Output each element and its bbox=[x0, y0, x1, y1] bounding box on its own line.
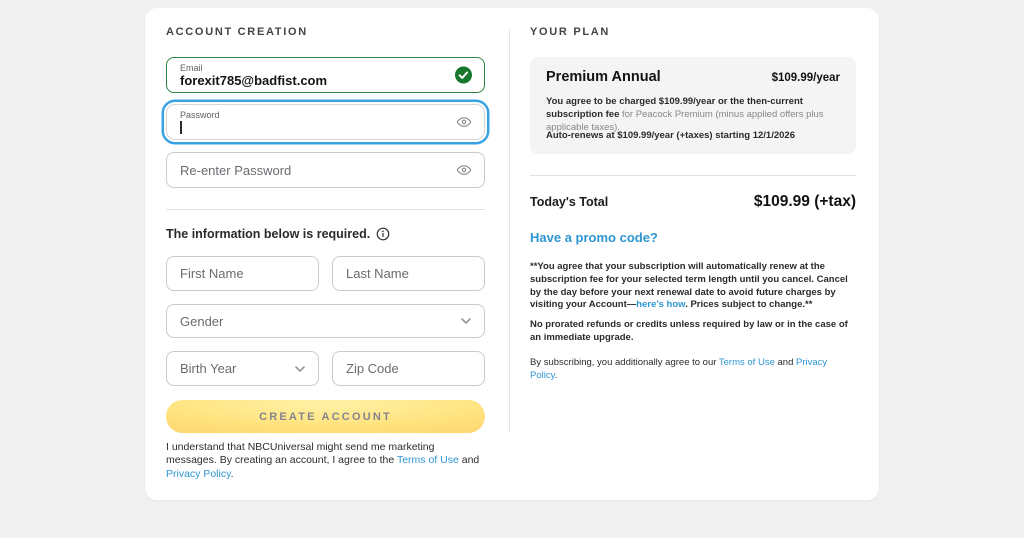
marketing-disclaimer: I understand that NBCUniversal might send me marketing messages. By creating an account, I agree to the Terms of Use and Privacy Policy. bbox=[166, 441, 480, 480]
first-name-field[interactable] bbox=[166, 256, 319, 291]
refund-policy-note: No prorated refunds or credits unless required by law or in the case of an immediate upgrade. bbox=[530, 319, 848, 343]
column-divider bbox=[509, 30, 510, 432]
email-input[interactable] bbox=[180, 73, 440, 88]
signup-card bbox=[145, 8, 879, 500]
terms-of-use-link[interactable]: Terms of Use bbox=[396, 454, 459, 467]
plan-renewal-note: Auto-renews at $109.99/year (+taxes) starting 12/1/2026 bbox=[546, 130, 795, 141]
auto-renew-terms: **You agree that your subscription will automatically renew at the subscription fee for your selected term length until you cancel. Cancel by the day before your next renewal date to avoid future charges by visiting your Account—here's how. Prices subject to change.** bbox=[530, 261, 848, 311]
email-label: Email bbox=[180, 63, 203, 73]
plan-price: $109.99/year bbox=[771, 72, 840, 84]
password-visibility-toggle-icon[interactable] bbox=[456, 116, 472, 128]
subscribe-agreement: By subscribing, you additionally agree to our Terms of Use and Privacy Policy. bbox=[530, 357, 828, 381]
plan-charge-note: You agree to be charged $109.99/year or the then-current subscription fee for Peacock Premium (minus applied offers plus applicable taxes). bbox=[546, 96, 824, 133]
birth-year-select[interactable] bbox=[166, 351, 319, 386]
reenter-visibility-toggle-icon[interactable] bbox=[456, 164, 472, 176]
todays-total-amount: $109.99 (+tax) bbox=[753, 193, 856, 210]
plan-summary-card bbox=[530, 57, 856, 154]
first-name-input[interactable] bbox=[167, 257, 318, 290]
account-creation-heading: ACCOUNT CREATION bbox=[166, 26, 308, 38]
create-account-button[interactable]: CREATE ACCOUNT bbox=[166, 400, 485, 433]
gender-select[interactable] bbox=[166, 304, 485, 338]
heres-how-link[interactable]: here's how bbox=[636, 299, 686, 311]
zip-code-input[interactable] bbox=[333, 352, 484, 385]
info-icon[interactable] bbox=[376, 227, 390, 241]
last-name-input[interactable] bbox=[333, 257, 484, 290]
reenter-password-field[interactable] bbox=[166, 152, 485, 188]
your-plan-heading: YOUR PLAN bbox=[530, 26, 611, 38]
plan-section-divider bbox=[530, 175, 856, 176]
todays-total-row bbox=[530, 193, 856, 211]
birth-year-placeholder: Birth Year bbox=[180, 361, 237, 376]
text-caret bbox=[180, 121, 182, 134]
password-label: Password bbox=[180, 110, 220, 120]
zip-code-field[interactable] bbox=[332, 351, 485, 386]
email-field[interactable] bbox=[166, 57, 485, 93]
password-field[interactable] bbox=[166, 104, 485, 140]
privacy-policy-link[interactable]: Privacy Policy bbox=[166, 467, 231, 480]
valid-check-icon bbox=[455, 67, 472, 84]
promo-code-link[interactable]: Have a promo code? bbox=[530, 230, 658, 245]
required-note-text: The information below is required. bbox=[166, 227, 371, 241]
privacy-policy-link-2[interactable]: Privacy Policy bbox=[530, 357, 828, 381]
gender-placeholder: Gender bbox=[180, 313, 224, 329]
chevron-down-icon bbox=[295, 366, 305, 372]
reenter-password-input[interactable] bbox=[167, 153, 484, 187]
form-section-divider bbox=[166, 209, 485, 210]
terms-of-use-link-2[interactable]: Terms of Use bbox=[718, 357, 775, 368]
todays-total-label: Today's Total bbox=[530, 195, 609, 209]
plan-name: Premium Annual bbox=[546, 69, 661, 85]
last-name-field[interactable] bbox=[332, 256, 485, 291]
chevron-down-icon bbox=[461, 318, 471, 324]
required-info-note bbox=[166, 227, 485, 241]
